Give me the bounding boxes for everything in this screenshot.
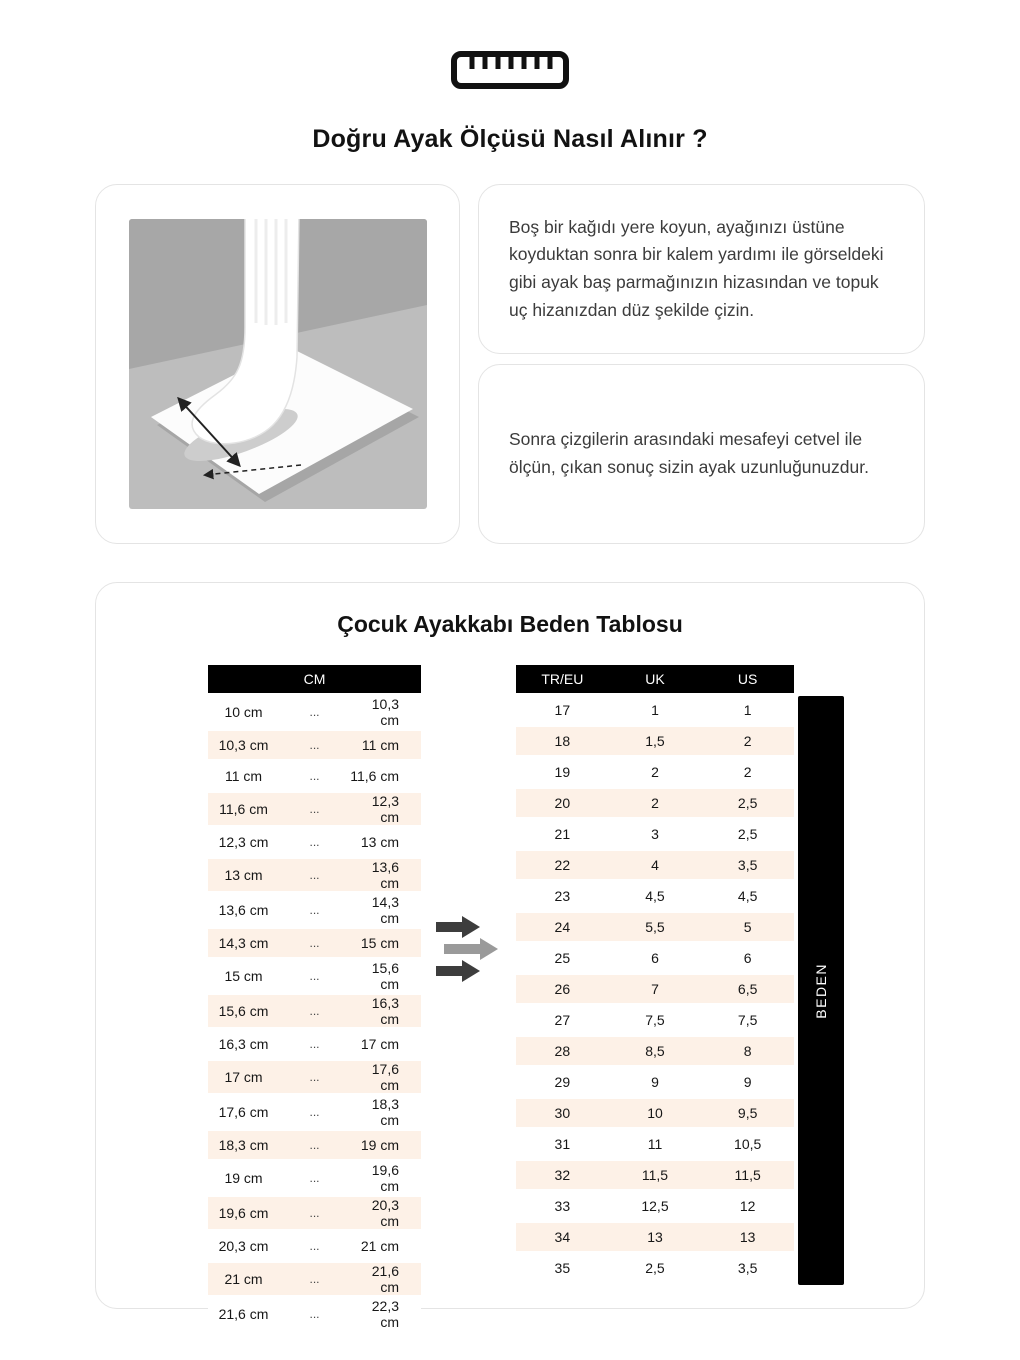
instruction-text-2: Sonra çizgilerin arasındaki mesafeyi cetvel ile ölçün, çıkan sonuç sizin ayak uzunluğunuzdur.	[509, 429, 869, 477]
size-table-row	[516, 758, 794, 786]
size-table-row	[516, 789, 794, 817]
instruction-column	[478, 184, 925, 544]
cm-table-row	[208, 929, 421, 957]
cm-to-cell: 17,6 cm	[350, 1061, 421, 1093]
cm-from-cell: 20,3 cm	[208, 1232, 279, 1260]
size-table-body	[516, 696, 794, 1282]
size-table-row	[516, 1161, 794, 1189]
cm-separator-cell: ...	[279, 793, 350, 825]
us-cell: 2,5	[701, 789, 794, 817]
tr-eu-cell: 34	[516, 1223, 609, 1251]
cm-table-row	[208, 696, 421, 728]
uk-cell: 8,5	[609, 1037, 702, 1065]
cm-table-row	[208, 762, 421, 790]
uk-cell: 2	[609, 789, 702, 817]
foot-photo-card	[95, 184, 460, 544]
cm-from-cell: 13,6 cm	[208, 894, 279, 926]
size-table-row	[516, 1068, 794, 1096]
uk-cell: 6	[609, 944, 702, 972]
us-cell: 9	[701, 1068, 794, 1096]
ruler-icon	[0, 0, 1020, 95]
tr-eu-cell: 17	[516, 696, 609, 724]
us-cell: 8	[701, 1037, 794, 1065]
us-cell: 9,5	[701, 1099, 794, 1127]
cm-to-cell: 10,3 cm	[350, 696, 421, 728]
cm-to-cell: 22,3 cm	[350, 1298, 421, 1330]
cm-to-cell: 19,6 cm	[350, 1162, 421, 1194]
cm-separator-cell: ...	[279, 859, 350, 891]
uk-cell: 1,5	[609, 727, 702, 755]
size-table-row	[516, 1254, 794, 1282]
cm-table-row	[208, 859, 421, 891]
uk-cell: 2,5	[609, 1254, 702, 1282]
cm-table-row	[208, 1096, 421, 1128]
cm-from-cell: 13 cm	[208, 859, 279, 891]
tr-eu-cell: 21	[516, 820, 609, 848]
cm-table-row	[208, 1162, 421, 1194]
size-table-row	[516, 820, 794, 848]
cm-from-cell: 21,6 cm	[208, 1298, 279, 1330]
uk-cell: 7,5	[609, 1006, 702, 1034]
size-table-row	[516, 1037, 794, 1065]
tr-eu-cell: 27	[516, 1006, 609, 1034]
beden-label: BEDEN	[813, 962, 829, 1019]
tr-eu-cell: 24	[516, 913, 609, 941]
us-cell: 13	[701, 1223, 794, 1251]
tr-eu-cell: 33	[516, 1192, 609, 1220]
size-table-title: Çocuk Ayakkabı Beden Tablosu	[337, 611, 683, 637]
tr-eu-cell: 31	[516, 1130, 609, 1158]
cm-table-row	[208, 1298, 421, 1330]
cm-from-cell: 11 cm	[208, 762, 279, 790]
cm-separator-cell: ...	[279, 696, 350, 728]
size-table-row	[516, 1192, 794, 1220]
tr-eu-cell: 23	[516, 882, 609, 910]
cm-from-cell: 19,6 cm	[208, 1197, 279, 1229]
cm-to-cell: 12,3 cm	[350, 793, 421, 825]
cm-table-row	[208, 1197, 421, 1229]
cm-from-cell: 15,6 cm	[208, 995, 279, 1027]
cm-separator-cell: ...	[279, 929, 350, 957]
cm-from-cell: 10 cm	[208, 696, 279, 728]
foot-measurement-photo	[129, 219, 427, 509]
tr-eu-cell: 20	[516, 789, 609, 817]
uk-cell: 4,5	[609, 882, 702, 910]
us-cell: 3,5	[701, 1254, 794, 1282]
cm-separator-cell: ...	[279, 1030, 350, 1058]
cm-separator-cell: ...	[279, 1298, 350, 1330]
us-cell: 4,5	[701, 882, 794, 910]
us-cell: 11,5	[701, 1161, 794, 1189]
tables-area	[96, 662, 924, 1330]
tr-eu-cell: 26	[516, 975, 609, 1003]
instruction-card-2	[478, 364, 925, 544]
cm-to-cell: 14,3 cm	[350, 894, 421, 926]
cm-to-cell: 11,6 cm	[350, 762, 421, 790]
tr-eu-cell: 32	[516, 1161, 609, 1189]
size-table-row	[516, 1099, 794, 1127]
cm-table-row	[208, 1263, 421, 1295]
us-cell: 12	[701, 1192, 794, 1220]
cm-to-cell: 13,6 cm	[350, 859, 421, 891]
size-table-row	[516, 1130, 794, 1158]
how-to-section	[95, 184, 925, 544]
tr-eu-cell: 30	[516, 1099, 609, 1127]
cm-separator-cell: ...	[279, 1096, 350, 1128]
size-table-row	[516, 696, 794, 724]
cm-table-row	[208, 995, 421, 1027]
cm-table	[208, 662, 421, 1333]
uk-cell: 11,5	[609, 1161, 702, 1189]
cm-from-cell: 12,3 cm	[208, 828, 279, 856]
cm-to-cell: 18,3 cm	[350, 1096, 421, 1128]
cm-to-cell: 17 cm	[350, 1030, 421, 1058]
uk-cell: 1	[609, 696, 702, 724]
uk-cell: 12,5	[609, 1192, 702, 1220]
cm-table-row	[208, 1131, 421, 1159]
ruler-icon-svg	[450, 50, 570, 90]
tr-eu-cell: 19	[516, 758, 609, 786]
size-table-card	[95, 582, 925, 1330]
cm-from-cell: 16,3 cm	[208, 1030, 279, 1058]
cm-separator-cell: ...	[279, 1162, 350, 1194]
header-us: US	[701, 665, 794, 693]
cm-to-cell: 15 cm	[350, 929, 421, 957]
cm-to-cell: 13 cm	[350, 828, 421, 856]
cm-table-row	[208, 1232, 421, 1260]
cm-separator-cell: ...	[279, 1061, 350, 1093]
cm-to-cell: 21,6 cm	[350, 1263, 421, 1295]
tr-eu-cell: 29	[516, 1068, 609, 1096]
cm-to-cell: 19 cm	[350, 1131, 421, 1159]
us-cell: 6,5	[701, 975, 794, 1003]
cm-separator-cell: ...	[279, 1232, 350, 1260]
uk-cell: 2	[609, 758, 702, 786]
cm-separator-cell: ...	[279, 1197, 350, 1229]
uk-cell: 11	[609, 1130, 702, 1158]
cm-separator-cell: ...	[279, 960, 350, 992]
cm-separator-cell: ...	[279, 1131, 350, 1159]
size-table-row	[516, 944, 794, 972]
tr-eu-cell: 18	[516, 727, 609, 755]
us-cell: 2,5	[701, 820, 794, 848]
us-cell: 3,5	[701, 851, 794, 879]
size-table-row	[516, 727, 794, 755]
instruction-card-1	[478, 184, 925, 354]
cm-separator-cell: ...	[279, 894, 350, 926]
cm-table-header-row	[208, 665, 421, 693]
cm-separator-cell: ...	[279, 762, 350, 790]
cm-table-header: CM	[208, 665, 421, 693]
us-cell: 10,5	[701, 1130, 794, 1158]
fast-forward-arrows-icon	[434, 914, 504, 984]
cm-table-row	[208, 960, 421, 992]
beden-bar	[798, 696, 844, 1285]
size-table-row	[516, 882, 794, 910]
size-table-row	[516, 913, 794, 941]
cm-from-cell: 18,3 cm	[208, 1131, 279, 1159]
us-cell: 2	[701, 727, 794, 755]
cm-to-cell: 21 cm	[350, 1232, 421, 1260]
cm-from-cell: 10,3 cm	[208, 731, 279, 759]
cm-table-body	[208, 696, 421, 1330]
cm-table-row	[208, 894, 421, 926]
size-table-header-row	[516, 665, 794, 693]
cm-table-row	[208, 731, 421, 759]
cm-separator-cell: ...	[279, 731, 350, 759]
us-cell: 2	[701, 758, 794, 786]
uk-cell: 10	[609, 1099, 702, 1127]
cm-to-cell: 11 cm	[350, 731, 421, 759]
page-title: Doğru Ayak Ölçüsü Nasıl Alınır ?	[312, 125, 708, 153]
us-cell: 1	[701, 696, 794, 724]
size-conversion-table	[516, 662, 794, 1285]
tr-eu-cell: 22	[516, 851, 609, 879]
cm-separator-cell: ...	[279, 828, 350, 856]
cm-table-row	[208, 793, 421, 825]
tr-eu-cell: 28	[516, 1037, 609, 1065]
cm-separator-cell: ...	[279, 1263, 350, 1295]
cm-from-cell: 21 cm	[208, 1263, 279, 1295]
cm-to-cell: 16,3 cm	[350, 995, 421, 1027]
uk-cell: 5,5	[609, 913, 702, 941]
cm-from-cell: 17 cm	[208, 1061, 279, 1093]
us-cell: 5	[701, 913, 794, 941]
cm-from-cell: 15 cm	[208, 960, 279, 992]
cm-from-cell: 17,6 cm	[208, 1096, 279, 1128]
cm-table-row	[208, 828, 421, 856]
size-table-row	[516, 1223, 794, 1251]
cm-from-cell: 14,3 cm	[208, 929, 279, 957]
cm-to-cell: 20,3 cm	[350, 1197, 421, 1229]
header-tr-eu: TR/EU	[516, 665, 609, 693]
tr-eu-cell: 35	[516, 1254, 609, 1282]
cm-to-cell: 15,6 cm	[350, 960, 421, 992]
uk-cell: 9	[609, 1068, 702, 1096]
uk-cell: 7	[609, 975, 702, 1003]
uk-cell: 3	[609, 820, 702, 848]
size-table-row	[516, 851, 794, 879]
us-cell: 7,5	[701, 1006, 794, 1034]
cm-from-cell: 19 cm	[208, 1162, 279, 1194]
cm-separator-cell: ...	[279, 995, 350, 1027]
cm-from-cell: 11,6 cm	[208, 793, 279, 825]
us-cell: 6	[701, 944, 794, 972]
header-uk: UK	[609, 665, 702, 693]
cm-table-row	[208, 1061, 421, 1093]
uk-cell: 13	[609, 1223, 702, 1251]
instruction-text-1: Boş bir kağıdı yere koyun, ayağınızı üstüne koyduktan sonra bir kalem yardımı ile görseldeki gibi ayak baş parmağınızın hizasından ve topuk uç hizanızdan düz şekilde çizin.	[509, 216, 884, 320]
cm-table-row	[208, 1030, 421, 1058]
uk-cell: 4	[609, 851, 702, 879]
size-table-row	[516, 975, 794, 1003]
tr-eu-cell: 25	[516, 944, 609, 972]
size-table-row	[516, 1006, 794, 1034]
